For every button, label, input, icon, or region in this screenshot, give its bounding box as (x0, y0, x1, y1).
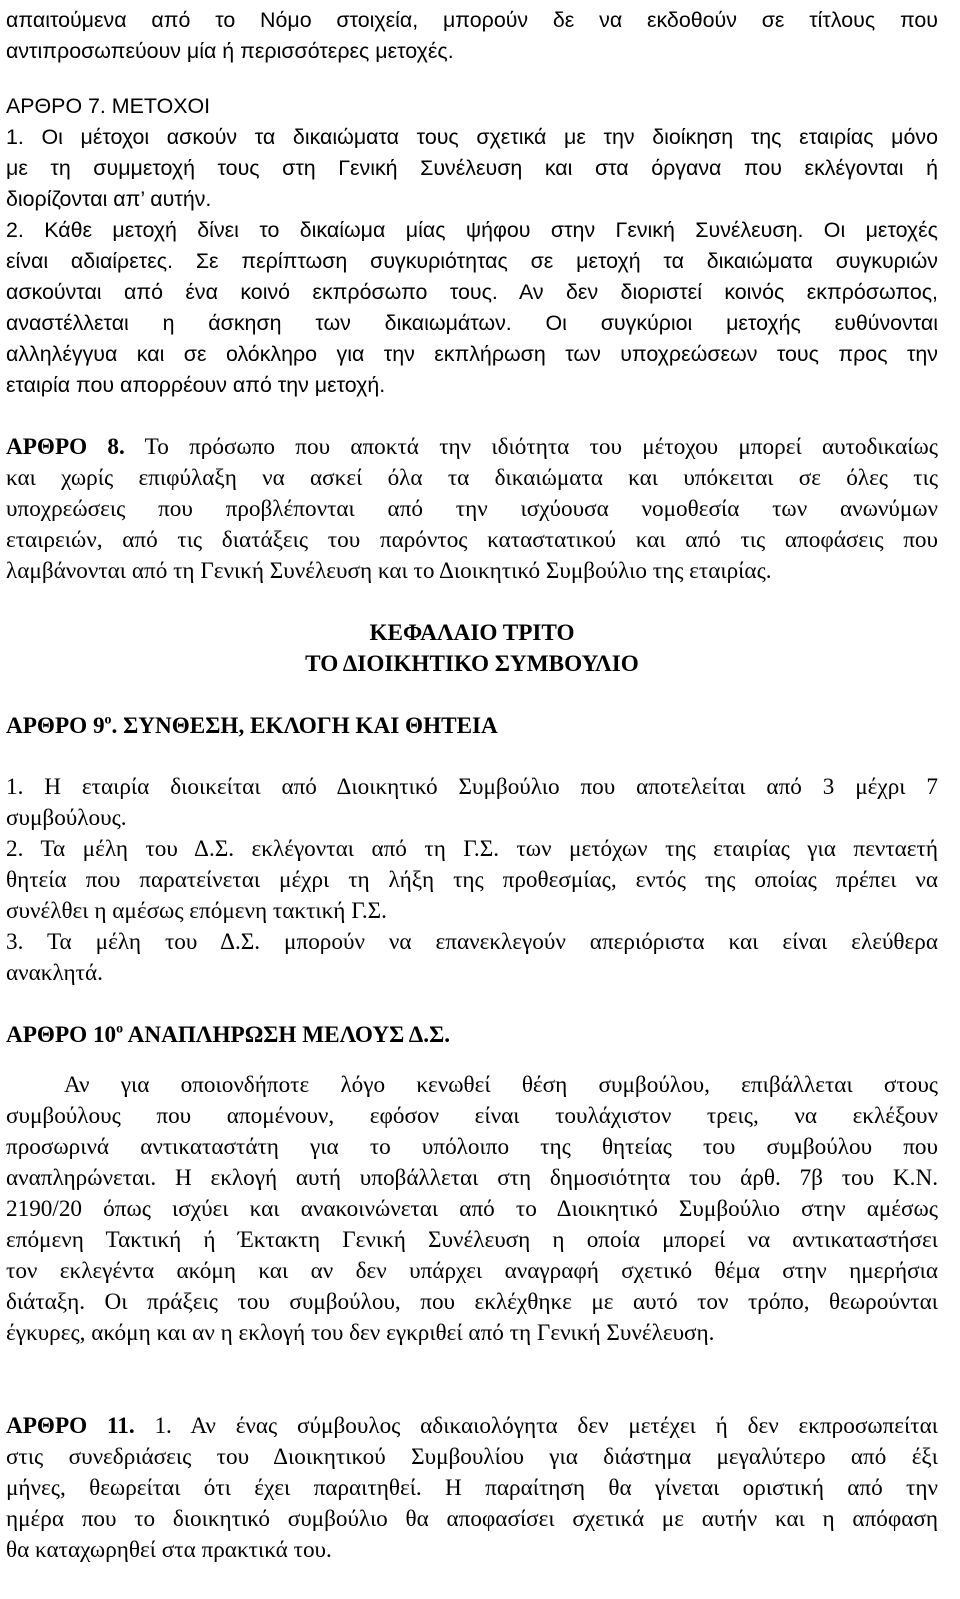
text-line: αναπληρώνεται. Η εκλογή αυτή υποβάλλεται στη δημοσιότητα του άρθ. 7β του Κ.Ν. (6, 1165, 938, 1191)
text-line: ανακλητά. (6, 960, 103, 986)
text-line: 1. Η εταιρία διοικείται από Διοικητικό Συμβούλιο που αποτελείται από 3 μέχρι 7 (6, 774, 938, 800)
text-line: έγκυρες, ακόμη και αν η εκλογή του δεν εγκριθεί από τη Γενική Συνέλευση. (6, 1320, 715, 1346)
article-10-heading (6, 1020, 938, 1051)
text-line: Αν για οποιονδήποτε λόγο κενωθεί θέση συμβούλου, επιβάλλεται στους (64, 1072, 938, 1098)
text-line: επόμενη Τακτική ή Έκτακτη Γενική Συνέλευση η οποία μπορεί να αντικαταστήσει (6, 1227, 938, 1253)
text-line: 3. Τα μέλη του Δ.Σ. μπορούν να επανεκλεγούν απεριόριστα και είναι ελεύθερα (6, 929, 938, 955)
text-line: θητεία που παρατείνεται μέχρι τη λήξη της προθεσμίας, εντός της οποίας πρέπει να (6, 867, 938, 893)
text-line: θα καταχωρηθεί στα πρακτικά του. (6, 1537, 332, 1563)
text-line: με τη συμμετοχή τους στη Γενική Συνέλευση και στα όργανα που εκλέγονται ή (6, 156, 938, 180)
text-line: αλληλέγγυα και σε ολόκληρο για την εκπλήρωση των υποχρεώσεων τους προς την (6, 342, 938, 366)
article-11-heading: ΑΡΘΡΟ 11. (6, 1413, 135, 1439)
article-10-heading-number: ΑΡΘΡΟ 10 (6, 1022, 117, 1048)
text-line: εταιρειών, από τις διατάξεις του παρόντος καταστατικού και από τις αποφάσεις που (6, 527, 938, 553)
chapter-title: ΚΕΦΑΛΑΙΟ ΤΡΙΤΟ (369, 620, 575, 646)
text-line: 2190/20 όπως ισχύει και ανακοινώνεται από το Διοικητικό Συμβούλιο στην αμέσως (6, 1196, 938, 1222)
text-line: είναι αδιαίρετες. Σε περίπτωση συγκυριότητας σε μετοχή τα δικαιώματα συγκυριών (6, 249, 938, 273)
text-line: και χωρίς επιφύλαξη να ασκεί όλα τα δικαιώματα και υπόκειται σε όλες τις (6, 465, 938, 491)
text-line: συμβούλους που απομένουν, εφόσον είναι τουλάχιστον τρεις, να εκλέξουν (6, 1103, 938, 1129)
text-line: στις συνεδριάσεις του Διοικητικού Συμβουλίου για διάστημα μεγαλύτερο από έξι (6, 1444, 938, 1470)
text-line: μήνες, θεωρείται ότι έχει παραιτηθεί. Η παραίτηση θα γίνεται οριστική από την (6, 1475, 938, 1501)
text-line: 2. Τα μέλη του Δ.Σ. εκλέγονται από τη Γ.Σ. των μετόχων της εταιρίας για πενταετή (6, 836, 938, 862)
text-line: διορίζονται απ’ αυτήν. (6, 187, 212, 211)
text-line: λαμβάνονται από τη Γενική Συνέλευση και το Διοικητικό Συμβούλιο της εταιρίας. (6, 558, 772, 584)
article-8-first-line: Το πρόσωπο που αποκτά την ιδιότητα του μέτοχου μπορεί αυτοδικαίως (124, 434, 938, 460)
text-line: αναστέλλεται η άσκηση των δικαιωμάτων. Οι συγκύριοι μετοχής ευθύνονται (6, 311, 938, 335)
ordinal-marker: ο (104, 712, 112, 728)
text-line: συνέλθει η αμέσως επόμενη τακτική Γ.Σ. (6, 898, 387, 924)
ordinal-marker: ο (116, 1021, 124, 1037)
text-line: 2. Κάθε μετοχή δίνει το δικαίωμα μίας ψήφου στην Γενική Συνέλευση. Οι μετοχές (6, 218, 938, 242)
article-9-heading-number: ΑΡΘΡΟ 9 (6, 713, 105, 739)
article-10-heading-title: ΑΝΑΠΛΗΡΩΣΗ ΜΕΛΟΥΣ Δ.Σ. (123, 1022, 451, 1048)
text-line: 1. Οι μέτοχοι ασκούν τα δικαιώματα τους σχετικά με την διοίκηση της εταιρίας μόνο (6, 125, 938, 149)
text-line: ημέρα που το διοικητικό συμβούλιο θα αποφασίσει σχετικά με αυτήν και η απόφαση (6, 1506, 938, 1532)
article-9-heading-title: . ΣΥΝΘΕΣΗ, ΕΚΛΟΓΗ ΚΑΙ ΘΗΤΕΙΑ (111, 713, 498, 739)
text-line: ασκούνται από ένα κοινό εκπρόσωπο τους. Αν δεν διοριστεί κοινός εκπρόσωπος, (6, 280, 938, 304)
article-7-heading: ΑΡΘΡΟ 7. ΜΕΤΟΧΟΙ (6, 94, 211, 118)
text-line: διάταξη. Οι πράξεις του συμβούλου, που εκλέχθηκε με αυτό τον τρόπο, θεωρούνται (6, 1289, 938, 1315)
text-line: υποχρεώσεις που προβλέπονται από την ισχύουσα νομοθεσία των ανωνύμων (6, 496, 938, 522)
text-line (6, 1411, 938, 1442)
article-9-heading (6, 711, 938, 742)
text-line: τον εκλεγέντα ακόμη και αν δεν υπάρχει αναγραφή σχετικό θέμα στην ημερήσια (6, 1258, 938, 1284)
text-line: συμβούλους. (6, 805, 127, 831)
text-line: προσωρινά αντικαταστάτη για το υπόλοιπο της θητείας του συμβούλου που (6, 1134, 938, 1160)
text-line (6, 432, 938, 463)
article-11-first-line: 1. Αν ένας σύμβουλος αδικαιολόγητα δεν μετέχει ή δεν εκπροσωπείται (134, 1413, 938, 1439)
article-8-heading: ΑΡΘΡΟ 8. (6, 434, 125, 460)
text-line: εταιρία που απορρέουν από την μετοχή. (6, 373, 386, 397)
text-line: αντιπροσωπεύουν μία ή περισσότερες μετοχές. (6, 39, 454, 63)
text-line: απαιτούμενα από το Νόμο στοιχεία, μπορούν δε να εκδοθούν σε τίτλους που (6, 8, 938, 32)
chapter-subtitle: ΤΟ ΔΙΟΙΚΗΤΙΚΟ ΣΥΜΒΟΥΛΙΟ (305, 651, 639, 677)
